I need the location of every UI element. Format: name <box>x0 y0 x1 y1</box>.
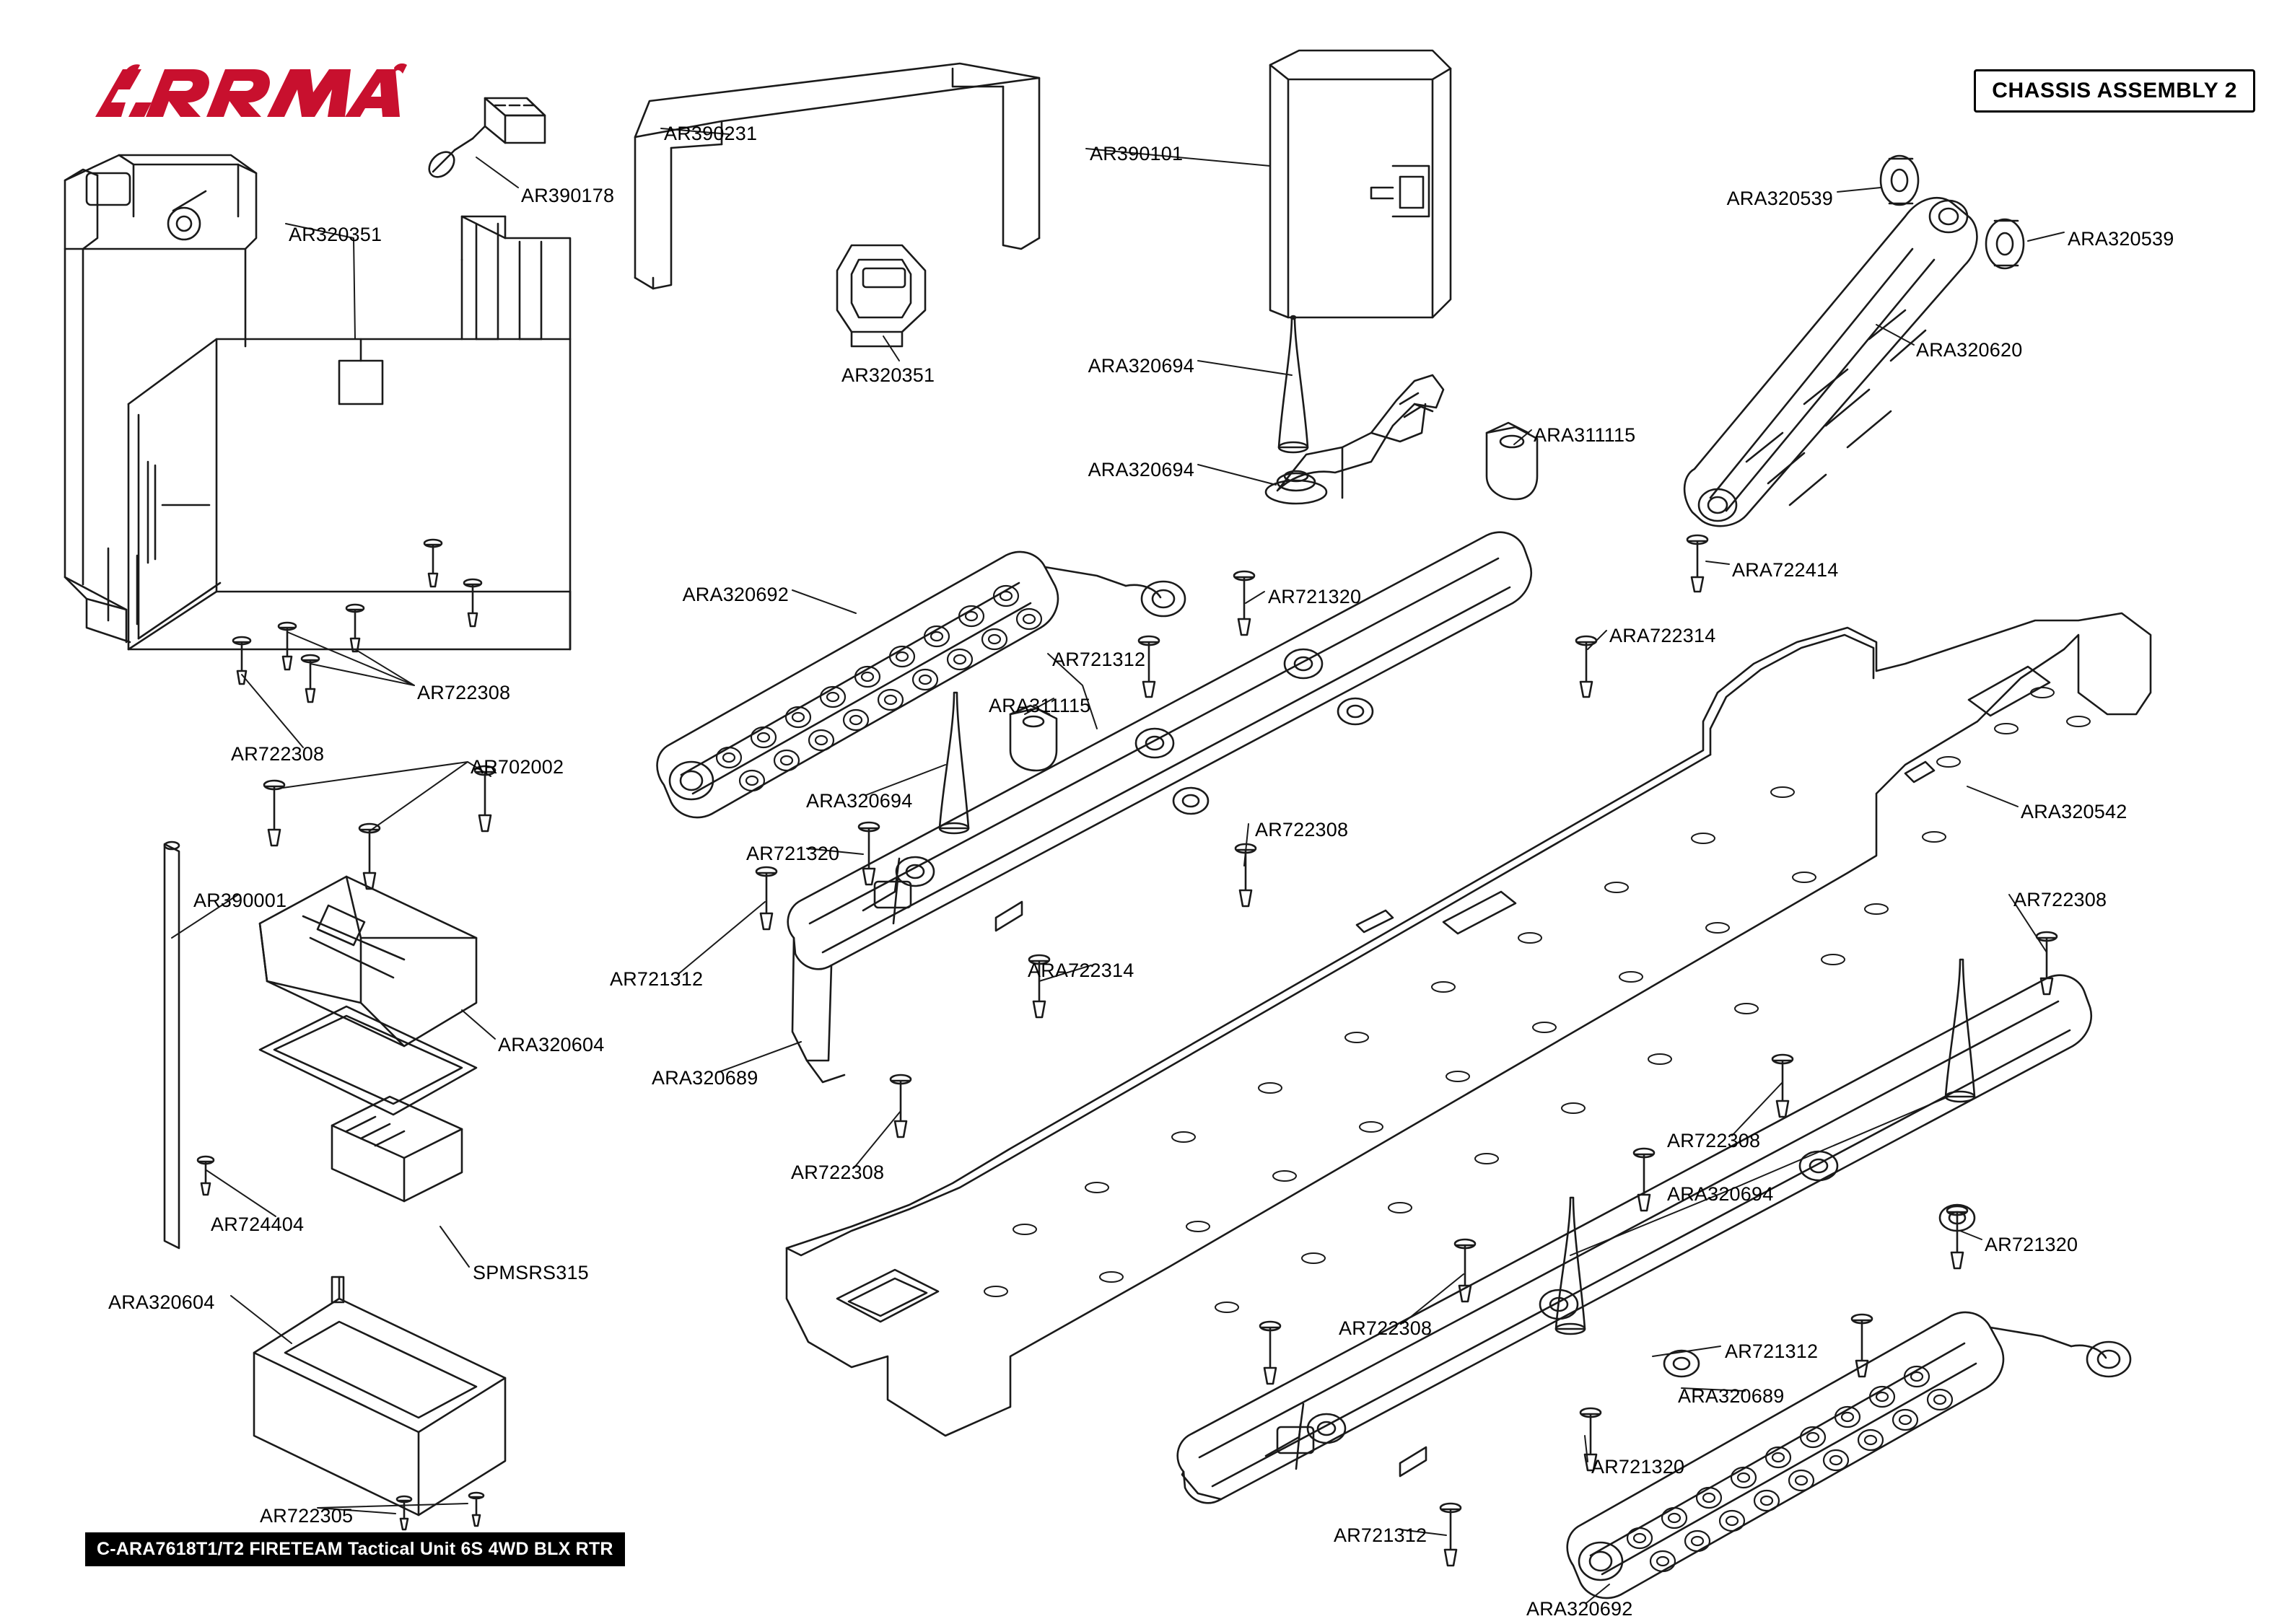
part-number-label: AR721312 <box>1334 1524 1427 1546</box>
part-main-battery-box <box>128 216 570 649</box>
part-number-label: AR721320 <box>746 843 840 864</box>
part-ar390231-handle <box>635 63 1039 289</box>
part-number-label: AR721312 <box>1052 649 1146 670</box>
part-battery-tray <box>65 155 256 642</box>
part-ara320692-lower <box>1567 1312 2130 1598</box>
part-number-label: AR702002 <box>471 756 564 778</box>
part-number-label: ARA311115 <box>1534 424 1636 446</box>
part-number-label: AR722308 <box>2013 889 2107 910</box>
part-number-label: AR390101 <box>1090 143 1184 164</box>
part-number-label: AR390001 <box>193 890 287 911</box>
screws-ar722308-left <box>233 540 481 702</box>
part-number-label: AR721312 <box>1725 1340 1819 1362</box>
part-number-label: AR722308 <box>231 743 325 765</box>
part-ara311115-upper <box>1487 423 1537 499</box>
part-ara320620-brace <box>1684 198 1977 526</box>
part-number-label: AR721320 <box>1268 586 1362 607</box>
title-box: CHASSIS ASSEMBLY 2 <box>1974 69 2255 113</box>
part-number-label: ARA722414 <box>1732 559 1839 581</box>
part-number-label: AR722308 <box>791 1162 885 1183</box>
part-number-label: ARA320694 <box>1088 355 1194 377</box>
part-number-label: AR722308 <box>417 682 511 703</box>
footer-model-label: C-ARA7618T1/T2 FIRETEAM Tactical Unit 6S 4WD BLX RTR <box>85 1532 625 1566</box>
part-receiver-box-lid <box>260 877 476 1046</box>
screw-ara722414 <box>1687 535 1707 592</box>
part-ara320539-bushing-b <box>1986 219 2024 268</box>
part-number-label: AR721320 <box>1591 1456 1685 1478</box>
part-number-label: ARA320539 <box>1726 188 1833 209</box>
part-ara320694-cone-mid <box>940 693 968 833</box>
part-number-label: ARA320694 <box>1088 459 1194 480</box>
part-number-label: AR320351 <box>841 364 935 386</box>
part-number-label: AR320351 <box>289 224 382 245</box>
part-number-label: AR722308 <box>1667 1130 1761 1151</box>
part-number-label: AR721312 <box>610 968 704 990</box>
screw-ar724404 <box>198 1156 214 1195</box>
part-number-label: ARA722314 <box>1028 960 1134 981</box>
arrma-logo <box>85 63 410 128</box>
part-number-label: ARA320694 <box>806 790 913 812</box>
screw-ara722314-right <box>1576 636 1596 697</box>
part-number-label: ARA722314 <box>1609 625 1716 646</box>
part-number-label: ARA320689 <box>1678 1385 1785 1407</box>
part-center-mount <box>1266 375 1443 504</box>
part-number-label: ARA320542 <box>2021 801 2127 822</box>
part-number-label: AR390178 <box>521 185 615 206</box>
part-number-label: ARA311115 <box>989 695 1091 716</box>
part-number-label: ARA320692 <box>1526 1598 1633 1620</box>
part-number-label: ARA320604 <box>108 1291 215 1313</box>
part-ar390178-connector <box>424 98 545 182</box>
part-number-label: AR722305 <box>260 1505 354 1527</box>
part-number-label: AR722308 <box>1339 1317 1433 1339</box>
part-number-label: SPMSRS315 <box>473 1262 589 1283</box>
part-main-chassis-plate <box>787 613 2151 1436</box>
part-number-label: AR721320 <box>1985 1234 2078 1255</box>
screws-ar702002 <box>264 766 495 889</box>
part-number-label: ARA320694 <box>1667 1183 1774 1205</box>
part-ara320689-right <box>1178 975 2091 1504</box>
part-number-label: ARA320692 <box>682 584 789 605</box>
part-ara320539-bushing-a <box>1881 156 1918 205</box>
part-number-label: AR724404 <box>211 1213 305 1235</box>
part-ar320351-buckle <box>837 245 925 346</box>
part-receiver-box-lower <box>254 1277 505 1515</box>
part-ara320694-cone-upper <box>1279 316 1308 452</box>
part-number-label: AR390231 <box>664 123 758 144</box>
part-number-label: AR722308 <box>1255 819 1349 840</box>
part-ar390101-box <box>1270 51 1451 317</box>
part-number-label: ARA320620 <box>1916 339 2023 361</box>
part-ar390001-antenna <box>165 842 179 1248</box>
part-number-label: ARA320689 <box>652 1067 758 1089</box>
part-number-label: ARA320604 <box>498 1034 605 1055</box>
part-number-label: ARA320539 <box>2068 228 2174 250</box>
leader-lines <box>172 128 2064 1603</box>
